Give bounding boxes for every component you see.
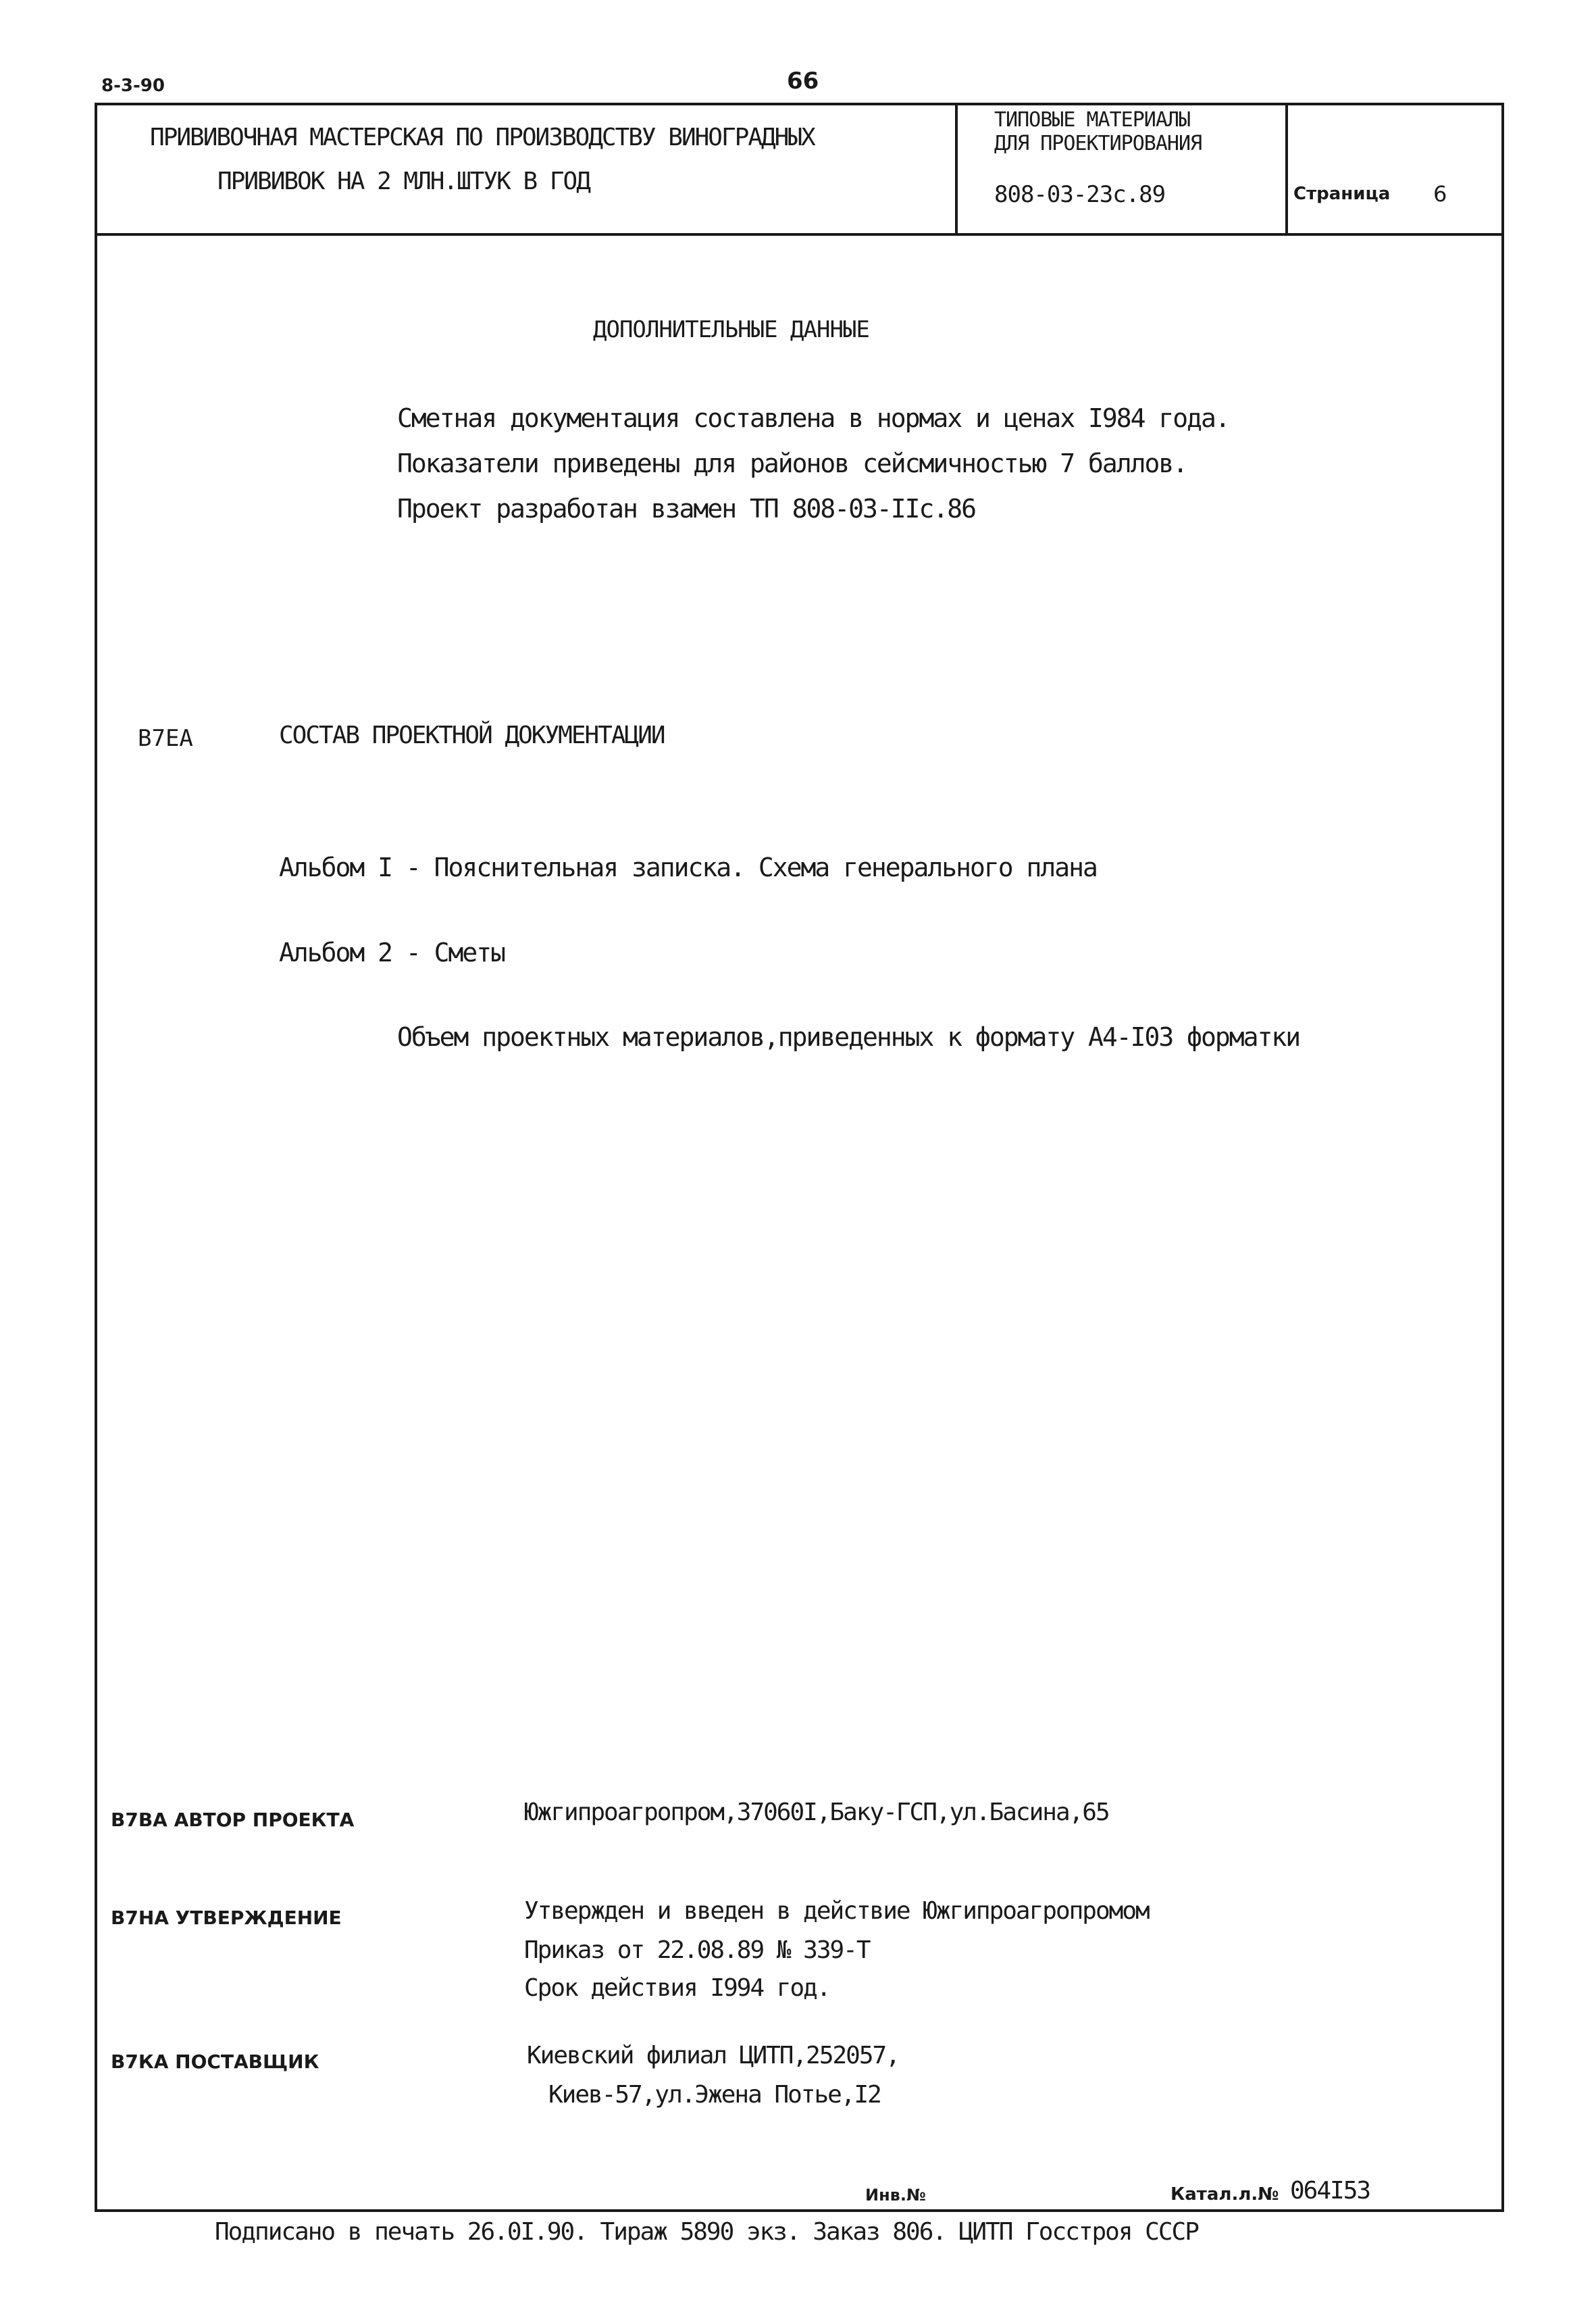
volume-note: Объем проектных материалов,приведенных к формату А4-I03 форматки [397,1022,1300,1052]
project-title-line1: ПРИВИВОЧНАЯ МАСТЕРСКАЯ ПО ПРОИЗВОДСТВУ ВИНОГРАДНЫХ [150,124,815,151]
footer-divider [95,2209,1504,2212]
supplier-line2: Киев-57,ул.Эжена Потье,I2 [548,2081,881,2109]
album-1: Альбом I - Пояснительная записка. Схема генерального плана [279,853,1097,882]
catalog-label: Катал.л.№ [1170,2184,1279,2205]
replacement-note: Проект разработан взамен ТП 808-03-IIс.86 [397,494,975,524]
approval-term: Срок действия I994 год. [524,1974,830,2002]
album-2: Альбом 2 - Сметы [279,938,505,967]
page-number: 66 [787,68,819,95]
catalog-value: 064I53 [1290,2177,1370,2205]
approval-label: В7НА УТВЕРЖДЕНИЕ [111,1907,342,1929]
print-line: Подписано в печать 26.0I.90. Тираж 5890 экз. Заказ 806. ЦИТП Госстроя СССР [215,2218,1198,2246]
series-title-line1: ТИПОВЫЕ МАТЕРИАЛЫ [994,108,1191,132]
author-label: В7ВА АВТОР ПРОЕКТА [111,1809,355,1831]
seismic-note: Показатели приведены для районов сейсмичностью 7 баллов. [397,449,1187,478]
composition-code: В7ЕА [138,725,193,752]
composition-heading: СОСТАВ ПРОЕКТНОЙ ДОКУМЕНТАЦИИ [279,722,665,749]
page-value: 6 [1433,181,1447,207]
series-title-line2: ДЛЯ ПРОЕКТИРОВАНИЯ [994,132,1202,155]
estimate-note: Сметная документация составлена в нормах и ценах I984 года. [397,403,1229,433]
project-code: 808-03-23с.89 [994,181,1166,208]
project-title-line2: ПРИВИВОК НА 2 МЛН.ШТУК В ГОД [217,168,590,195]
supplier-line1: Киевский филиал ЦИТП,252057, [527,2042,899,2069]
inventory-label: Инв.№ [865,2186,926,2205]
supplier-label: В7КА ПОСТАВЩИК [111,2051,319,2073]
page-label: Страница [1293,184,1391,204]
approval-line1: Утвержден и введен в действие Южгипроагропромом [524,1897,1149,1925]
approval-order: Приказ от 22.08.89 № 339-Т [524,1936,870,1964]
additional-data-heading: ДОПОЛНИТЕЛЬНЫЕ ДАННЫЕ [593,316,869,343]
author-value: Южгипроагропром,37060I,Баку-ГСП,ул.Басина,65 [524,1799,1109,1826]
document-code: 8-3-90 [101,76,165,96]
